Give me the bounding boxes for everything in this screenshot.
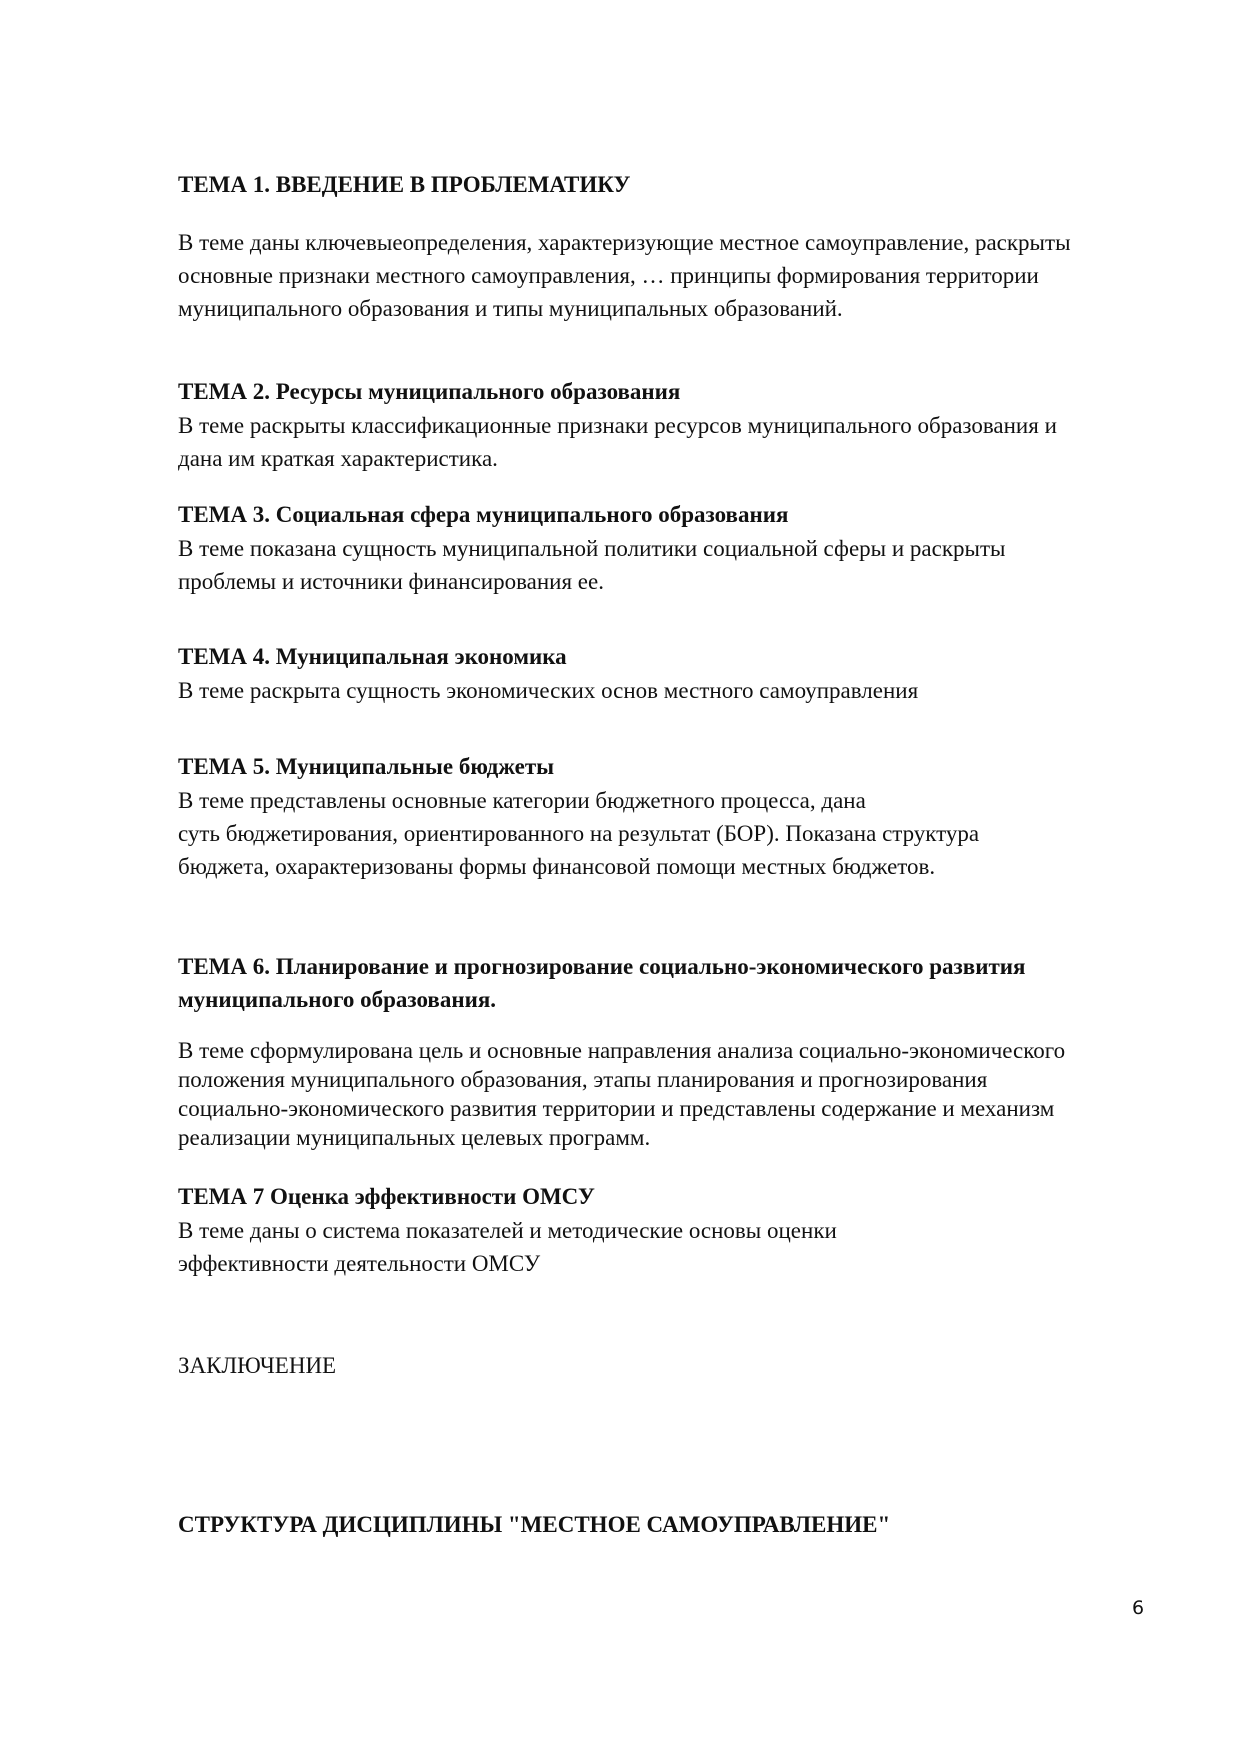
conclusion bbox=[178, 1349, 1168, 1382]
topic-6-description bbox=[178, 1036, 1168, 1152]
topic-4-description bbox=[178, 674, 1168, 707]
topic-1-line-3: муниципального образования и типы муниципальных образований. bbox=[178, 296, 843, 321]
topic-6-line-3: социально-экономического развития территории и представлены содержание и механизм bbox=[178, 1096, 1055, 1121]
topic-3 bbox=[178, 498, 1168, 598]
topic-3-line-1: В теме показана сущность муниципальной политики социальной сферы и раскрыты bbox=[178, 536, 1006, 561]
topic-3-heading: ТЕМА 3. Социальная сфера муниципального образования bbox=[178, 502, 789, 527]
topic-5-heading: ТЕМА 5. Муниципальные бюджеты bbox=[178, 754, 555, 779]
topic-4 bbox=[178, 640, 1168, 707]
structure-section bbox=[178, 1508, 1168, 1542]
topic-6-line-1: В теме сформулирована цель и основные направления анализа социально-экономического bbox=[178, 1038, 1066, 1063]
topic-2-heading: ТЕМА 2. Ресурсы муниципального образования bbox=[178, 379, 681, 404]
topic-3-description bbox=[178, 532, 1168, 598]
topic-5-line-1: В теме представлены основные категории бюджетного процесса, дана bbox=[178, 788, 866, 813]
topic-7-description bbox=[178, 1214, 1168, 1280]
topic-4-heading: ТЕМА 4. Муниципальная экономика bbox=[178, 644, 567, 669]
topic-1-line-2: основные признаки местного самоуправления, … принципы формирования территории bbox=[178, 263, 1039, 288]
topic-6-line-4: реализации муниципальных целевых программ. bbox=[178, 1125, 651, 1150]
topic-5-description bbox=[178, 784, 1168, 883]
topic-6-heading bbox=[178, 950, 1168, 1016]
topic-5-line-3: бюджета, охарактеризованы формы финансовой помощи местных бюджетов. bbox=[178, 854, 936, 879]
topic-7-heading: ТЕМА 7 Оценка эффективности ОМСУ bbox=[178, 1184, 595, 1209]
topic-7-line-2: эффективности деятельности ОМСУ bbox=[178, 1251, 541, 1276]
topic-7 bbox=[178, 1180, 1168, 1280]
topic-2 bbox=[178, 375, 1168, 475]
topic-6-heading-line-1: ТЕМА 6. Планирование и прогнозирование социально-экономического развития bbox=[178, 954, 1026, 979]
conclusion-label: ЗАКЛЮЧЕНИЕ bbox=[178, 1353, 337, 1378]
topic-2-line-2: дана им краткая характеристика. bbox=[178, 446, 498, 471]
page-number: 6 bbox=[1132, 1597, 1145, 1619]
topic-6-line-2: положения муниципального образования, этапы планирования и прогнозирования bbox=[178, 1067, 988, 1092]
topic-3-line-2: проблемы и источники финансирования ее. bbox=[178, 569, 604, 594]
topic-1-description bbox=[178, 226, 1168, 325]
topic-5-line-2: суть бюджетирования, ориентированного на результат (БОР). Показана структура bbox=[178, 821, 980, 846]
topic-5 bbox=[178, 750, 1168, 883]
topic-4-line-1: В теме раскрыта сущность экономических основ местного самоуправления bbox=[178, 678, 919, 703]
topic-6 bbox=[178, 950, 1168, 1152]
structure-heading: СТРУКТУРА ДИСЦИПЛИНЫ "МЕСТНОЕ САМОУПРАВЛЕНИЕ" bbox=[178, 1512, 891, 1537]
topic-1 bbox=[178, 168, 1168, 325]
topic-1-line-1: В теме даны ключевыеопределения, характеризующие местное самоуправление, раскрыты bbox=[178, 230, 1071, 255]
topic-1-heading: ТЕМА 1. ВВЕДЕНИЕ В ПРОБЛЕМАТИКУ bbox=[178, 172, 631, 197]
topic-2-line-1: В теме раскрыты классификационные признаки ресурсов муниципального образования и bbox=[178, 413, 1057, 438]
topic-2-description bbox=[178, 409, 1168, 475]
topic-7-line-1: В теме даны о система показателей и методические основы оценки bbox=[178, 1218, 837, 1243]
topic-6-heading-line-2: муниципального образования. bbox=[178, 987, 497, 1012]
